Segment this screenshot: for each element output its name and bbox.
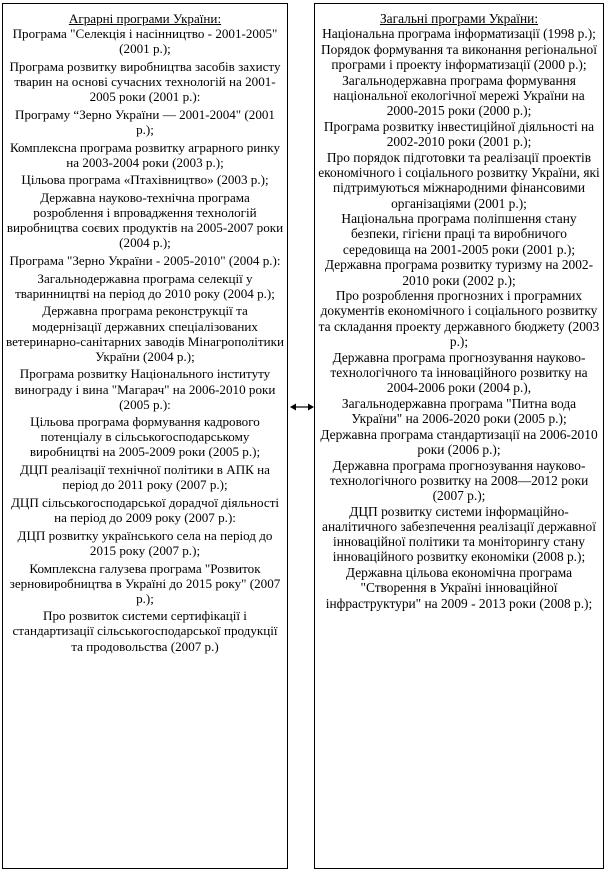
double-arrow-icon bbox=[290, 401, 314, 413]
general-program-item: Державна програма прогнозування науково-технологічного розвитку на 2008—2012 роки (2007 р.); bbox=[329, 457, 589, 504]
general-programs-title: Загальні програми України: bbox=[379, 11, 539, 26]
general-programs-box bbox=[314, 3, 604, 869]
general-program-item: Загальнодержавна програма формування національної екологічної мережі України на 2000-2015 роки (2000 р.); bbox=[333, 72, 585, 119]
agrarian-program-item: ДЦП реалізації технічної політики в АПК на період до 2011 року (2007 р.); bbox=[20, 462, 270, 493]
agrarian-program-item: Комплексна галузева програма "Розвиток зерновиробництва в Україні до 2015 року" (2007 р.); bbox=[9, 560, 281, 606]
agrarian-program-item: Цільова програма формування кадрового потенціалу в сільськогосподарському виробництві на 2005-2009 роки (2005 р.); bbox=[29, 414, 261, 460]
general-program-item: Державна програма розвитку туризму на 2002-2010 роки (2002 р.); bbox=[324, 257, 594, 288]
agrarian-programs-box bbox=[2, 3, 288, 869]
general-program-item: Порядок формування та виконання регіональної програми і проекту інформатизації (2000 р.); bbox=[321, 41, 597, 73]
agrarian-program-item: Про розвиток системи сертифікації і стандартизації сільськогосподарської продукції та продовольства (2007 р.) bbox=[12, 608, 278, 654]
agrarian-program-item: Загальнодержавна програма селекції у тваринництві на період до 2010 року (2004 р.); bbox=[15, 270, 275, 301]
general-program-item: Програма розвитку інвестиційної діяльності на 2002-2010 роки (2001 р.); bbox=[323, 118, 595, 150]
general-program-item: Національна програма інформатизації (1998 р.); bbox=[322, 26, 596, 42]
agrarian-program-item: Програма "Зерно України - 2005-2010" (2004 р.): bbox=[9, 252, 281, 268]
agrarian-program-item: Програму “Зерно України — 2001-2004" (2001 р.); bbox=[15, 106, 275, 137]
general-program-item: Національна програма поліпшення стану безпеки, гігієни праці та виробничого середовища на 2001-2005 роки (2001 р.); bbox=[341, 211, 577, 257]
agrarian-program-item: Державна програма реконструкції та модернізації державних спеціалізованих ветеринарно-санітарних заводів Мінагрополітики України (2004 р.); bbox=[6, 303, 285, 364]
agrarian-program-item: Комплексна програма розвитку аграрного ринку на 2003-2004 роки (2003 р.); bbox=[9, 139, 281, 170]
agrarian-programs-title: Аграрні програми України: bbox=[68, 11, 222, 26]
agrarian-program-item: Програма розвитку виробництва засобів захисту тварин на основі сучасних технологій на 2001-2005 роки (2001 р.): bbox=[9, 58, 281, 105]
general-program-item: ДЦП розвитку системи інформаційно-аналітичного забезпечення реалізації державної інноваційної політики та моніторингу стану інноваційного розвитку економіки (2008 р.); bbox=[322, 503, 596, 565]
general-program-item: Про розроблення прогнозних і програмних документів економічного і соціального розвитку та складання проекту державного бюджету (2003 р.); bbox=[318, 288, 600, 349]
general-program-item: Про порядок підготовки та реалізації проектів економічного і соціального розвитку України, які підтримуються міжнародними фінансовими організаціями (2001 р.); bbox=[318, 149, 600, 211]
general-program-item: Державна програма прогнозування науково-технологічного та інноваційного розвитку на 2004-2006 роки (2004 р.), bbox=[330, 349, 588, 396]
agrarian-program-item: Цільова програма «Птахівництво» (2003 р.); bbox=[21, 172, 269, 188]
general-program-item: Загальнодержавна програма "Питна вода України" на 2006-2020 роки (2005 р.); bbox=[341, 395, 577, 427]
general-program-item: Державна цільова економічна програма "Створення в Україні інноваційної інфраструктури" на 2009 - 2013 роки (2008 р.); bbox=[325, 565, 593, 611]
agrarian-program-item: Програма "Селекція і насінництво - 2001-2005" (2001 р.); bbox=[12, 26, 278, 57]
agrarian-program-item: ДЦП розвитку українського села на період до 2015 року (2007 р.); bbox=[17, 527, 273, 558]
agrarian-program-item: Програма розвитку Національного інституту винограду і вина "Магарач" на 2006-2010 роки (2005 р.): bbox=[14, 366, 276, 412]
general-program-item: Державна програма стандартизації на 2006-2010 роки (2006 р.); bbox=[320, 426, 598, 457]
agrarian-program-item: Державна науково-технічна програма розроблення і впровадження технологій виробництва соєвих продуктів на 2005-2007 роки (2004 р.); bbox=[6, 190, 284, 251]
agrarian-program-item: ДЦП сільськогосподарської дорадчої діяльності на період до 2009 року (2007 р.): bbox=[10, 494, 280, 526]
